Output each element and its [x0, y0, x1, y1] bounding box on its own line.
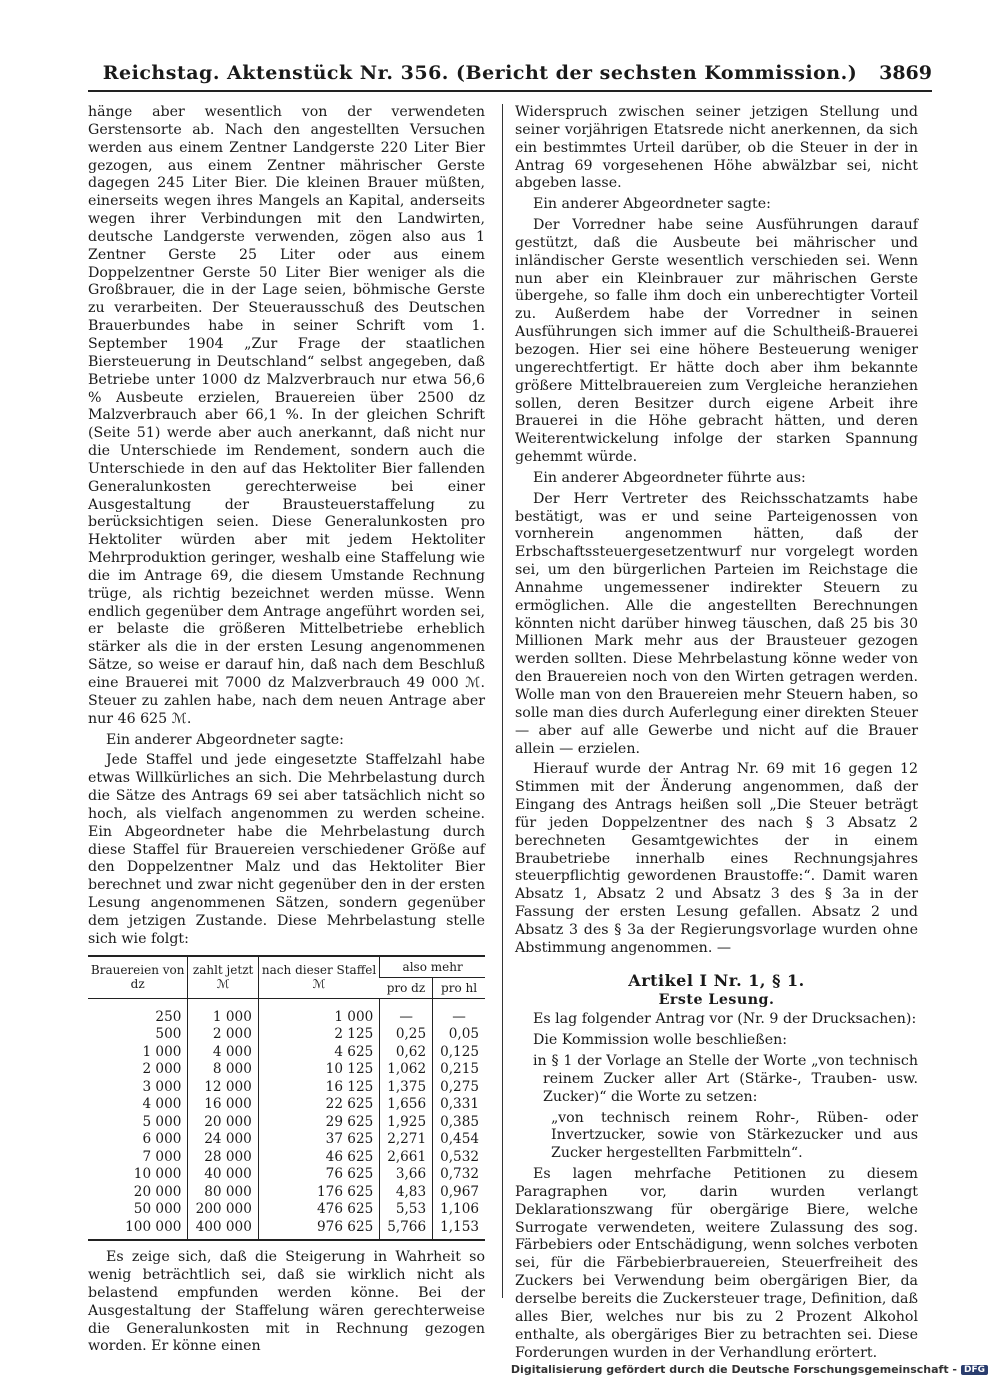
motion-quote: „von technisch reinem Rohr-, Rüben- oder Invertzucker, sowie von Stärkezucker und aus Zucker hergestellten Farbmitteln“.: [551, 1109, 918, 1162]
table-row: [88, 1201, 485, 1219]
column-divider: [502, 104, 503, 1298]
table-cell: 1 000: [258, 1009, 379, 1027]
table-cell: 0,454: [433, 1131, 485, 1149]
paragraph: Der Herr Vertreter des Reichsschatzamts habe bestätigt, was er und seine Parteigenossen von vornherein angenommen hätten, daß der Erbschaftssteuergesetzentwurf nur vorgelegt worden sei, um den bürgerlichen Parteien im Reichstage die Annahme ungemessener indirekter Steuern zu ermöglichen. Alle die angestellten Berechnungen könnten nicht darüber hinweg täuschen, daß 25 bis 30 Millionen Mark mehr aus der Brausteuer gezogen werden sollten. Diese Mehrbelastung könne weder von den Brauereien noch von den Wirten getragen werden. Wolle man von den Brauereien mehr Steuern haben, so solle man dies durch Auferlegung einer direkten Steuer — aber auf alle Gewerbe und nicht auf die Brauer allein — erzielen.: [515, 490, 918, 757]
table-cell: 37 625: [258, 1131, 379, 1149]
table-cell: 2,661: [380, 1149, 433, 1167]
table-cell: 500: [155, 1026, 182, 1043]
table-cell: 476 625: [258, 1201, 379, 1219]
table-cell: 3,66: [380, 1166, 433, 1184]
table-cell: 50 000: [133, 1201, 182, 1218]
table-header-per-dz: pro dz: [380, 977, 433, 998]
table-header-per-hl: pro hl: [433, 977, 485, 998]
digitization-footer: [511, 1363, 988, 1376]
table-cell: 0,62: [380, 1044, 433, 1062]
table-cell: 2 000: [142, 1061, 182, 1078]
table-cell: 24 000: [188, 1131, 258, 1149]
table-row: [88, 1114, 485, 1132]
table-cell: 1,153: [433, 1219, 485, 1241]
table-cell: 0,331: [433, 1096, 485, 1114]
table-row: [88, 1166, 485, 1184]
table-header-pays-now: zahlt jetzt ℳ: [188, 956, 258, 999]
section-subheading: Erste Lesung.: [658, 991, 775, 1008]
table-cell: 0,732: [433, 1166, 485, 1184]
table-cell: 22 625: [258, 1096, 379, 1114]
table-cell: 1 000: [188, 1009, 258, 1027]
table-cell: 76 625: [258, 1166, 379, 1184]
table-body: [88, 998, 485, 1240]
table-cell: 1,375: [380, 1079, 433, 1097]
table-cell: 46 625: [258, 1149, 379, 1167]
table-cell: 0,125: [433, 1044, 485, 1062]
brewery-tax-table: [88, 955, 485, 1242]
table-cell: 200 000: [188, 1201, 258, 1219]
motion-text: in § 1 der Vorlage an Stelle der Worte „von technisch reinem Zucker aller Art (Stärke-, Trauben- usw. Zucker)“ die Worte zu setzen:: [533, 1053, 918, 1105]
table-cell: 7 000: [142, 1148, 182, 1165]
table-cell: 0,385: [433, 1114, 485, 1132]
table-row: [88, 1079, 485, 1097]
table-cell: 2 125: [258, 1026, 379, 1044]
table-cell: 4 000: [142, 1096, 182, 1113]
table-cell: 1,925: [380, 1114, 433, 1132]
table-row: [88, 1026, 485, 1044]
table-cell: —: [380, 1009, 433, 1027]
left-column: [88, 104, 485, 1359]
table-cell: 20 000: [133, 1183, 182, 1200]
paragraph: Es zeige sich, daß die Steigerung in Wahrheit so wenig beträchtlich sei, daß sie wirklich nicht als belastend empfunden werden könne. Bei der Ausgestaltung der Staffelung wären gerechterweise die Generalunkosten mit in Rechnung gezogen worden. Er könne einen: [88, 1249, 485, 1355]
table-cell: 40 000: [188, 1166, 258, 1184]
table-cell: 0,532: [433, 1149, 485, 1167]
table-cell: 0,967: [433, 1184, 485, 1202]
footer-text: Digitalisierung gefördert durch die Deutsche Forschungsgemeinschaft -: [510, 1363, 957, 1376]
table-cell: 5,766: [380, 1219, 433, 1241]
table-row: [88, 1061, 485, 1079]
table-header-breweries: Brauereien von dz: [88, 956, 188, 999]
paragraph: Ein anderer Abgeordneter sagte:: [106, 731, 344, 748]
table-cell: 6 000: [142, 1131, 182, 1148]
right-column: [515, 104, 918, 1365]
table-cell: 20 000: [188, 1114, 258, 1132]
table-cell: 100 000: [88, 1219, 188, 1241]
table-cell: 8 000: [188, 1061, 258, 1079]
table-cell: 976 625: [258, 1219, 379, 1241]
table-cell: 4 625: [258, 1044, 379, 1062]
table-cell: 0,275: [433, 1079, 485, 1097]
table-cell: 16 000: [188, 1096, 258, 1114]
table-row: [88, 1009, 485, 1027]
table-row: [88, 1131, 485, 1149]
table-cell: 10 125: [258, 1061, 379, 1079]
paragraph: Es lag folgender Antrag vor (Nr. 9 der Drucksachen):: [533, 1011, 917, 1028]
paragraph: Der Vorredner habe seine Ausführungen darauf gestützt, daß die Ausbeute bei mährischer und inländischer Gerste wesentlich verschieden sei. Wenn nun aber ein Kleinbrauer zur mährischen Gerste übergehe, so falle ihm doch ein unberechtigter Vorteil zu. Außerdem habe der Vorredner in seinen Ausführungen sich immer auf die Schultheiß-Brauerei bezogen. Hier sei eine höhere Besteuerung weniger ungerechtfertigt. Er hätte doch aber ihm bekannte größere Mittelbrauereien zum Vergleiche heranziehen sollen, deren Besitzer durch eigene Arbeit ihre Brauerei in die Höhe gebracht hätten, und deren Weiterentwickelung infolge der starken Spannung gehemmt würde.: [515, 217, 918, 466]
table-cell: 29 625: [258, 1114, 379, 1132]
table-header-new-scale: nach dieser Staffel ℳ: [258, 956, 379, 999]
table-row: [88, 1096, 485, 1114]
table-cell: 0,05: [433, 1026, 485, 1044]
table-cell: 2,271: [380, 1131, 433, 1149]
paragraph: Jede Staffel und jede eingesetzte Staffelzahl habe etwas Willkürliches an sich. Die Mehrbelastung durch die Sätze des Antrags 69 sei aber tatsächlich nicht so hoch, als vielfach angenommen zu werden scheine. Ein Abgeordneter habe die Mehrbelastung durch diese Staffel für Brauereien verschiedener Größe auf den Doppelzentner Malz und das Hektoliter Bier berechnet und zwar nicht gegenüber den in der ersten Lesung angenommenen Sätzen, sondern gegenüber dem jetzigen Zustande. Diese Mehrbelastung stelle sich wie folgt:: [88, 752, 485, 947]
table-cell: 1,062: [380, 1061, 433, 1079]
table-cell: —: [433, 1009, 485, 1027]
table-cell: 1 000: [142, 1043, 182, 1060]
table-cell: 2 000: [188, 1026, 258, 1044]
page-number: 3869: [879, 62, 932, 84]
table-row: [88, 1044, 485, 1062]
paragraph: Es lagen mehrfache Petitionen zu diesem Paragraphen vor, darin wurden verlangt Deklarationszwang für obergärige Biere, welche Surrogate verwendeten, weitere Zulassung des sog. Färbebiers oder Entschädigung, wenn solches verboten sei, für die Färbebierbrauereien, Steuerfreiheit des Zuckers bei Verwendung beim obergärigen Bier, da derselbe bereits die Zuckersteuer trage, Definition, daß alles Bier, welches nur bis zu 2 Prozent Alkohol enthalte, als obergäriges Bier zu betrachten sei. Diese Forderungen wurden in der Verhandlung erörtert.: [515, 1166, 918, 1361]
paragraph: Hierauf wurde der Antrag Nr. 69 mit 16 gegen 12 Stimmen mit der Änderung angenommen, daß der Eingang des Antrags heißen soll „Die Steuer beträgt für jeden Doppelzentner des nach § 3 Absatz 2 berechneten Gesamtgewichtes der in einem Braubetriebe innerhalb eines Rechnungsjahres steuerpflichtig gewordenen Braustoffe:“. Damit waren Absatz 1, Absatz 2 und Absatz 3 des § 3a in der Fassung der ersten Lesung gefallen. Absatz 2 und Absatz 3 des § 3a der Regierungsvorlage wurden ohne Abstimmung angenommen. —: [515, 761, 918, 956]
paragraph: hänge aber wesentlich von der verwendeten Gerstensorte ab. Nach den angestellten Versuchen werden aus einem Zentner Landgerste 220 Liter Bier gezogen, aus einem Zentner mährischer Gerste dagegen 245 Liter Bier. Die kleinen Brauer müßten, einerseits wegen ihres Mangels an Kapital, anderseits wegen ihrer Verbindungen mit den Landwirten, deutsche Landgerste verwenden, zögen also aus 1 Zentner Gerste 25 Liter oder aus einem Doppelzentner Gerste 50 Liter Bier weniger als die Großbrauer, die in der Lage seien, böhmische Gerste zu verarbeiten. Der Steuerausschuß des Deutschen Brauerbundes habe in seiner Schrift vom 1. September 1904 „Zur Frage der staatlichen Biersteuerung in Deutschland“ selbst angegeben, daß Betriebe unter 1000 dz Malzverbrauch nur etwa 56,6 % Ausbeute erzielen, Brauereien über 2500 dz Malzverbrauch aber 66,1 %. In der gleichen Schrift (Seite 51) werde aber auch anerkannt, daß nicht nur die Unterschiede im Rendement, sondern auch die Unterschiede in den auf das Hektoliter Bier fallenden Generalunkosten gerechterweise bei einer Ausgestaltung der Brausteuerstaffelung zu berücksichtigen seien. Diese Generalunkosten pro Hektoliter würden aber mit jedem Hektoliter Mehrproduktion geringer, weshalb eine Staffelung wie die im Antrage 69, die diesem Umstande Rechnung trüge, als richtig bezeichnet werden müsse. Wenn endlich gegenüber dem Antrage angeführt worden sei, er belaste die größeren Mittelbetriebe erheblich stärker als die in der ersten Lesung angenommenen Sätze, so weise er darauf hin, daß nach dem Beschluß eine Brauerei mit 7000 dz Malzverbrauch 49 000 ℳ. Steuer zu zahlen habe, nach dem neuen Antrage aber nur 46 625 ℳ.: [88, 104, 485, 727]
paragraph: Ein anderer Abgeordneter führte aus:: [533, 469, 806, 486]
table-cell: 4 000: [188, 1044, 258, 1062]
running-title: Reichstag. Aktenstück Nr. 356. (Bericht der sechsten Kommission.): [102, 62, 858, 84]
table-row: [88, 1149, 485, 1167]
table-cell: 400 000: [188, 1219, 258, 1241]
table-cell: 5,53: [380, 1201, 433, 1219]
table-cell: 1,106: [433, 1201, 485, 1219]
table-row: [88, 1184, 485, 1202]
table-cell: 4,83: [380, 1184, 433, 1202]
table-cell: 10 000: [133, 1166, 182, 1183]
page-header: [88, 60, 932, 92]
paragraph: Widerspruch zwischen seiner jetzigen Stellung und seiner vorjährigen Etatsrede nicht anerkennen, da sich ein bestimmtes Urteil darüber, ob die Steuer in der in Antrag 69 vorgesehenen Höhe abwälzbar sei, nicht abgeben lasse.: [515, 104, 918, 192]
table-row: [88, 1219, 485, 1241]
paragraph: Die Kommission wolle beschließen:: [533, 1032, 788, 1049]
table-cell: 16 125: [258, 1079, 379, 1097]
table-cell: 250: [155, 1008, 182, 1025]
table-cell: 0,25: [380, 1026, 433, 1044]
table-cell: 80 000: [188, 1184, 258, 1202]
table-cell: 1,656: [380, 1096, 433, 1114]
table-cell: 12 000: [188, 1079, 258, 1097]
dfg-logo: DFG: [961, 1365, 988, 1375]
paragraph: Ein anderer Abgeordneter sagte:: [533, 196, 771, 213]
table-cell: 176 625: [258, 1184, 379, 1202]
section-heading: Artikel I Nr. 1, § 1.: [628, 970, 805, 990]
table-cell: 0,215: [433, 1061, 485, 1079]
table-cell: 5 000: [142, 1113, 182, 1130]
table-cell: 28 000: [188, 1149, 258, 1167]
table-cell: 3 000: [142, 1078, 182, 1095]
table-header-group: also mehr: [380, 956, 485, 978]
